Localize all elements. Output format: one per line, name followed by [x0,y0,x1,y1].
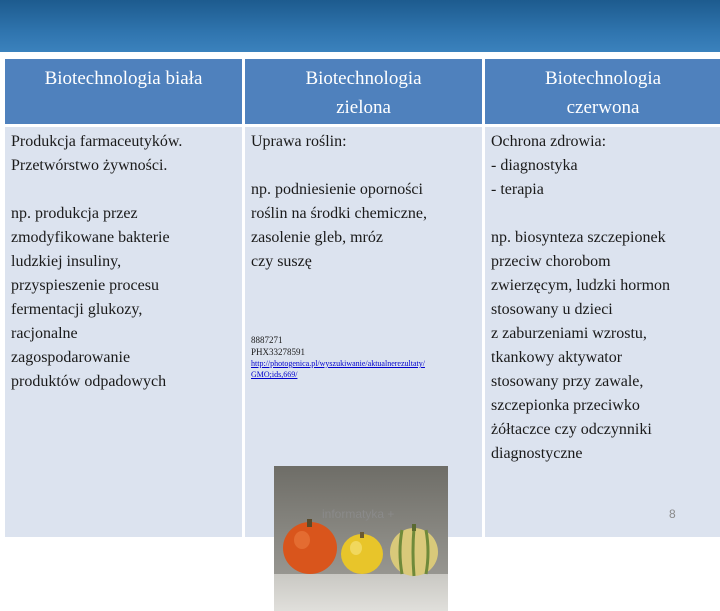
top-bar-divider [0,52,720,55]
white-biotech-example-line: np. produkcja przez [11,205,138,222]
cell-green-biotech [245,127,482,537]
photo-source-link-cont[interactable]: GMO;ids,669/ [251,370,298,379]
white-biotech-line: Przetwórstwo żywności. [11,157,168,174]
header-row [5,59,720,124]
white-biotech-example-line: zagospodarowanie [11,349,131,366]
top-bar [0,0,720,52]
red-biotech-line: - terapia [491,181,544,198]
header-red-biotech-line1: Biotechnologia [544,68,662,89]
page-number: 8 [669,507,676,521]
orange-pumpkin-stem [307,519,312,527]
white-biotech-example-line: przyspieszenie procesu [11,277,159,294]
red-biotech-example-line: z zaburzeniami wzrostu, [491,325,647,342]
orange-pumpkin-highlight [294,531,310,549]
biotechnology-table [2,56,720,540]
red-biotech-example-line: przeciw chorobom [491,253,611,270]
red-biotech-example-line: np. biosynteza szczepionek [491,229,666,246]
content-row [5,127,720,537]
photo-source-link[interactable]: http://photogenica.pl/wyszukiwanie/aktualnerezultaty/ [251,359,425,368]
white-biotech-example-line: zmodyfikowane bakterie [11,229,170,246]
yellow-pumpkin [341,534,383,574]
white-biotech-example-line: fermentacji glukozy, [11,301,143,318]
pumpkins-illustration [274,466,448,611]
orange-pumpkin [283,522,337,574]
white-biotech-example-line: racjonalne [11,325,78,342]
cell-white-biotech [5,127,242,537]
red-biotech-example-line: diagnostyczne [491,445,583,462]
red-biotech-example-line: żółtaczce czy odczynniki [491,421,652,438]
footer-brand: informatyka + [322,507,395,521]
header-red-biotech-line2: czerwona [566,97,640,118]
green-biotech-example-line: zasolenie gleb, mróz [251,229,383,246]
header-red-biotech [485,59,720,124]
cell-red-biotech [485,127,720,537]
green-biotech-example-line: czy suszę [251,253,312,270]
header-white-biotech-label: Biotechnologia biała [44,68,203,89]
red-biotech-example-line: zwierzęcym, ludzki hormon [491,277,671,294]
yellow-pumpkin-highlight [350,541,362,555]
pumpkins-photo [274,466,448,611]
photo-code: PHX33278591 [251,347,306,357]
header-green-biotech-line2: zielona [336,97,391,118]
photo-id: 8887271 [251,335,283,345]
header-green-biotech-line1: Biotechnologia [305,68,422,89]
red-biotech-example-line: szczepionka przeciwko [491,397,640,414]
white-biotech-example-line: ludzkiej insuliny, [11,253,122,270]
green-biotech-example-line: np. podniesienie oporności [251,181,423,198]
red-biotech-example-line: tkankowy aktywator [491,349,623,366]
yellow-pumpkin-stem [360,532,364,538]
green-biotech-line: Uprawa roślin: [251,133,347,150]
white-biotech-line: Produkcja farmaceutyków. [11,133,183,150]
red-biotech-example-line: stosowany u dzieci [491,301,613,318]
header-green-biotech [245,59,482,124]
white-biotech-example-line: produktów odpadowych [11,373,167,390]
red-biotech-line: Ochrona zdrowia: [491,133,607,150]
gourd-stem [412,524,416,531]
header-white-biotech [5,59,242,124]
red-biotech-example-line: stosowany przy zawale, [491,373,644,390]
green-biotech-example-line: roślin na środki chemiczne, [251,205,427,222]
red-biotech-line: - diagnostyka [491,157,578,174]
